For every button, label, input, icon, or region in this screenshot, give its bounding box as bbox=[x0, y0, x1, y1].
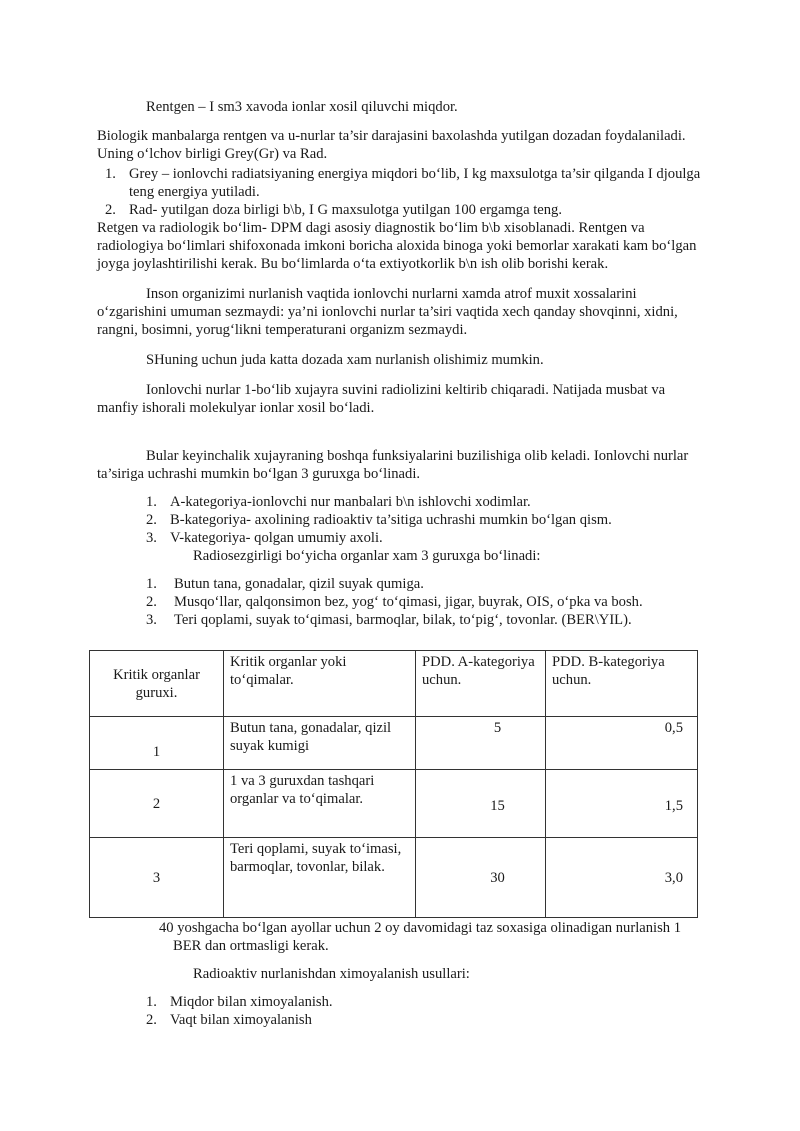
pdd-b-cell: 1,5 bbox=[546, 770, 698, 838]
table-row bbox=[90, 770, 698, 838]
header-cell: Kritik organlar yoki to‘qimalar. bbox=[224, 651, 416, 717]
list-item bbox=[97, 493, 709, 511]
list-number: 1. bbox=[146, 494, 157, 510]
list-units bbox=[97, 165, 709, 219]
table-row bbox=[90, 717, 698, 770]
paragraph-bular: Bular keyinchalik xujayraning boshqa funksiyalarini buzilishiga olib keladi. Ionlovchi nurlar ta’siriga uchrashi mumkin bo‘lgan 3 guruxga bo‘linadi. bbox=[97, 448, 689, 482]
list-text: A-kategoriya-ionlovchi nur manbalari b\n ishlovchi xodimlar. bbox=[170, 494, 531, 510]
list-text: B-kategoriya- axolining radioaktiv ta’sitiga uchrashi mumkin bo‘lgan qism. bbox=[170, 512, 612, 528]
header-cell: PDD. B-kategoriya uchun. bbox=[546, 651, 698, 717]
pdd-table-container bbox=[89, 650, 697, 918]
list-number: 3. bbox=[146, 612, 157, 628]
group-cell: 3 bbox=[90, 838, 224, 918]
list-number: 1. bbox=[105, 166, 116, 182]
list-number: 1. bbox=[146, 994, 157, 1010]
list-number: 2. bbox=[105, 202, 116, 218]
list-text: Musqo‘llar, qalqonsimon bez, yog‘ to‘qimasi, jigar, buyrak, OIS, o‘pka va bosh. bbox=[174, 594, 643, 610]
list-text: Butun tana, gonadalar, qizil suyak qumiga. bbox=[174, 576, 424, 592]
list-number: 1. bbox=[146, 576, 157, 592]
paragraph-retgen: Retgen va radiologik bo‘lim- DPM dagi asosiy diagnostik bo‘lim b\b xisoblanadi. Rentgen va radiologiya bo‘limlari shifoxonada imkoni boricha aloxida binoga yoki bemorlar xarakati kam bo‘lgan joyga joylashtirilishi kerak. Bu bo‘limlarda o‘ta extiyotkorlik b\n ish olib borishi kerak. bbox=[97, 220, 697, 272]
list-number: 2. bbox=[146, 1012, 157, 1028]
list-organ-groups bbox=[97, 575, 709, 629]
paragraph-radiosezgirligi: Radiosezgirligi bo‘yicha organlar xam 3 guruxga bo‘linadi: bbox=[193, 548, 541, 564]
list-item bbox=[97, 1011, 709, 1029]
list-item bbox=[97, 511, 709, 529]
pdd-a-cell: 15 bbox=[416, 770, 546, 838]
list-text: V-kategoriya- qolgan umumiy axoli. bbox=[170, 530, 383, 546]
list-number: 3. bbox=[146, 530, 157, 546]
paragraph-radioaktiv: Radioaktiv nurlanishdan ximoyalanish usullari: bbox=[193, 966, 470, 982]
list-text: Vaqt bilan ximoyalanish bbox=[170, 1012, 312, 1028]
pdd-a-cell: 5 bbox=[416, 717, 546, 770]
organs-cell: 1 va 3 guruxdan tashqari organlar va to‘qimalar. bbox=[224, 770, 416, 838]
paragraph-rentgen: Rentgen – I sm3 xavoda ionlar xosil qiluvchi miqdor. bbox=[146, 99, 458, 115]
list-item bbox=[97, 611, 709, 629]
list-item bbox=[97, 201, 709, 219]
list-text: Grey – ionlovchi radiatsiyaning energiya miqdori bo‘lib, I kg maxsulotga ta’sir qilganda I djoulga teng energiya yutiladi. bbox=[129, 166, 701, 200]
paragraph-40-yoshgacha: 40 yoshgacha bo‘lgan ayollar uchun 2 oy davomidagi taz soxasiga olinadigan nurlanish 1 BER dan ortmasligi kerak. bbox=[159, 920, 682, 954]
pdd-b-cell: 3,0 bbox=[546, 838, 698, 918]
pdd-a-cell: 30 bbox=[416, 838, 546, 918]
list-text: Rad- yutilgan doza birligi b\b, I G maxsulotga yutilgan 100 ergamga teng. bbox=[129, 202, 562, 218]
list-number: 2. bbox=[146, 512, 157, 528]
group-cell: 2 bbox=[90, 770, 224, 838]
table-header-row bbox=[90, 651, 698, 717]
header-cell: PDD. A-kategoriya uchun. bbox=[416, 651, 546, 717]
paragraph-shuning: SHuning uchun juda katta dozada xam nurlanish olishimiz mumkin. bbox=[146, 352, 544, 368]
group-cell: 1 bbox=[90, 717, 224, 770]
list-item bbox=[97, 993, 709, 1011]
pdd-table bbox=[89, 650, 698, 918]
document-page-bottom bbox=[97, 919, 709, 1029]
list-item bbox=[97, 165, 709, 201]
list-protection-methods bbox=[97, 993, 709, 1029]
list-categories bbox=[97, 493, 709, 547]
pdd-b-cell: 0,5 bbox=[546, 717, 698, 770]
header-cell: Kritik organlar guruxi. bbox=[90, 651, 224, 717]
list-text: Miqdor bilan ximoyalanish. bbox=[170, 994, 333, 1010]
list-text: Teri qoplami, suyak to‘qimasi, barmoqlar, bilak, to‘pig‘, tovonlar. (BER\YIL). bbox=[174, 612, 632, 628]
list-item bbox=[97, 575, 709, 593]
list-number: 2. bbox=[146, 594, 157, 610]
paragraph-ionlovchi: Ionlovchi nurlar 1-bo‘lib xujayra suvini radiolizini keltirib chiqaradi. Natijada musbat va manfiy ishorali molekulyar ionlar xosil bo‘ladi. bbox=[97, 382, 666, 416]
list-item bbox=[97, 529, 709, 547]
organs-cell: Butun tana, gonadalar, qizil suyak kumigi bbox=[224, 717, 416, 770]
table-row bbox=[90, 838, 698, 918]
document-page bbox=[97, 98, 709, 629]
paragraph-inson: Inson organizimi nurlanish vaqtida ionlovchi nurlarni xamda atrof muxit xossalarini o‘zgarishini umuman sezmaydi: ya’ni ionlovchi nurlar ta’siri vaqtida xech qanday shovqinni, xidni, rangni, bosimni, yorug‘likni temperaturani organizm sezmaydi. bbox=[97, 286, 678, 338]
list-item bbox=[97, 593, 709, 611]
paragraph-biologik: Biologik manbalarga rentgen va u-nurlar ta’sir darajasini baxolashda yutilgan dozadan foydalaniladi. Uning o‘lchov birligi Grey(Gr) va Rad. bbox=[97, 128, 686, 162]
organs-cell: Teri qoplami, suyak to‘imasi, barmoqlar, tovonlar, bilak. bbox=[224, 838, 416, 918]
